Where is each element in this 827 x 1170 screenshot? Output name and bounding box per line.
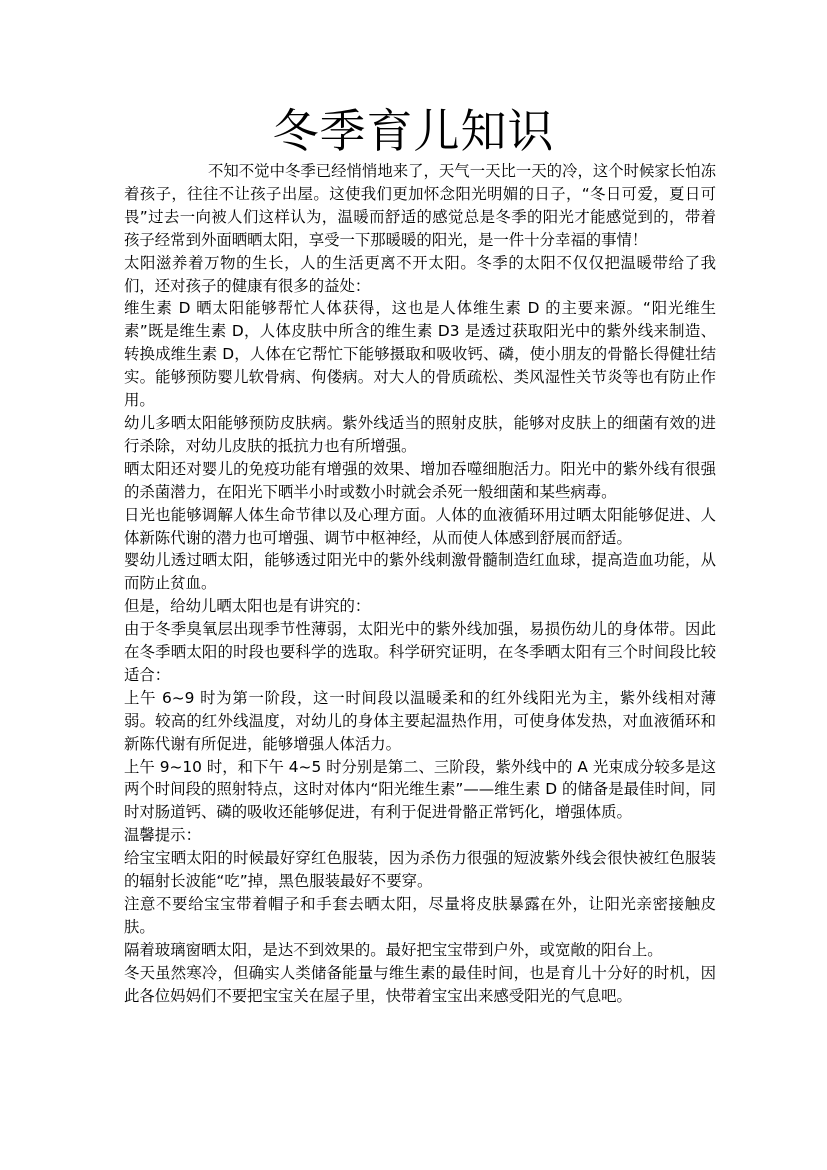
document-body bbox=[124, 160, 716, 1008]
document-title: 冬季育儿知识 bbox=[272, 104, 555, 158]
paragraph-first-period: 上午 6~9 时为第一阶段，这一时间段以温暖柔和的红外线阳光为主，紫外线相对薄弱。较高的红外线温度，对幼儿的身体主要起温热作用，可使身体发热，对血液循环和新陈代谢有所促进，能够增强人体活力。 bbox=[124, 688, 716, 753]
paragraph-conclusion: 冬天虽然寒冷，但确实人类储备能量与维生素的最佳时间，也是育儿十分好的时机，因此各位妈妈们不要把宝宝关在屋子里，快带着宝宝出来感受阳光的气息吧。 bbox=[124, 963, 716, 1005]
paragraph-sun-benefits: 太阳滋养着万物的生长，人的生活更离不开太阳。冬季的太阳不仅仅把温暖带给了我们，还对孩子的健康有很多的益处： bbox=[124, 253, 716, 295]
paragraph-immunity: 晒太阳还对婴儿的免疫功能有增强的效果、增加吞噬细胞活力。阳光中的紫外线有很强的杀菌潜力，在阳光下晒半小时或数小时就会杀死一般细菌和某些病毒。 bbox=[124, 459, 716, 501]
paragraph-tip-no-hat: 注意不要给宝宝带着帽子和手套去晒太阳，尽量将皮肤暴露在外，让阳光亲密接触皮肤。 bbox=[124, 895, 716, 936]
paragraph-second-third-period: 上午 9~10 时，和下午 4~5 时分别是第二、三阶段，紫外线中的 A 光束成分较多是这两个时间段的照射特点，这时对体内“阳光维生素”——维生素 D 的储备是最佳时间，同时对肠道钙、磷的吸收还能够促进，有利于促进骨骼正常钙化，增强体质。 bbox=[124, 757, 716, 822]
paragraph-time-periods: 由于冬季臭氧层出现季节性薄弱，太阳光中的紫外线加强，易损伤幼儿的身体带。因此在冬季晒太阳的时段也要科学的选取。科学研究证明，在冬季晒太阳有三个时间段比较适合： bbox=[124, 620, 716, 684]
paragraph-vitamin-d: 维生素 D 晒太阳能够帮忙人体获得，这也是人体维生素 D 的主要来源。“阳光维生素”既是维生素 D，人体皮肤中所含的维生素 D3 是透过获取阳光中的紫外线来制造、转换成维生素 D，人体在它帮忙下能够摄取和吸收钙、磷，使小朋友的骨骼长得健壮结实。能够预防婴儿软骨病、佝偻病。对大人的骨质疏松、类风湿性关节炎等也有防止作用。 bbox=[124, 299, 716, 410]
paragraph-intro: 不知不觉中冬季已经悄悄地来了，天气一天比一天的冷，这个时候家长怕冻着孩子，往往不让孩子出屋。这使我们更加怀念阳光明媚的日子，“冬日可爱，夏日可畏”过去一向被人们这样认为，温暖而舒适的感觉总是冬季的阳光才能感觉到的，带着孩子经常到外面晒晒太阳，享受一下那暖暖的阳光，是一件十分幸福的事情！ bbox=[124, 162, 716, 249]
paragraph-however: 但是，给幼儿晒太阳也是有讲究的： bbox=[124, 597, 371, 616]
paragraph-tips-heading: 温馨提示： bbox=[124, 826, 201, 845]
paragraph-skin-disease: 幼儿多晒太阳能够预防皮肤病。紫外线适当的照射皮肤，能够对皮肤上的细菌有效的进行杀除，对幼儿皮肤的抵抗力也有所增强。 bbox=[124, 413, 716, 455]
paragraph-tip-red-clothes: 给宝宝晒太阳的时候最好穿红色服装，因为杀伤力很强的短波紫外线会很快被红色服装的辐射长波能“吃”掉，黑色服装最好不要穿。 bbox=[124, 849, 716, 891]
paragraph-anemia: 婴幼儿透过晒太阳，能够透过阳光中的紫外线刺激骨髓制造红血球，提高造血功能，从而防止贫血。 bbox=[124, 551, 716, 593]
paragraph-tip-no-glass: 隔着玻璃窗晒太阳，是达不到效果的。最好把宝宝带到户外，或宽敞的阳台上。 bbox=[124, 940, 663, 959]
paragraph-life-rhythm: 日光也能够调解人体生命节律以及心理方面。人体的血液循环用过晒太阳能够促进、人体新陈代谢的潜力也可增强、调节中枢神经，从而使人体感到舒展而舒适。 bbox=[124, 505, 716, 547]
